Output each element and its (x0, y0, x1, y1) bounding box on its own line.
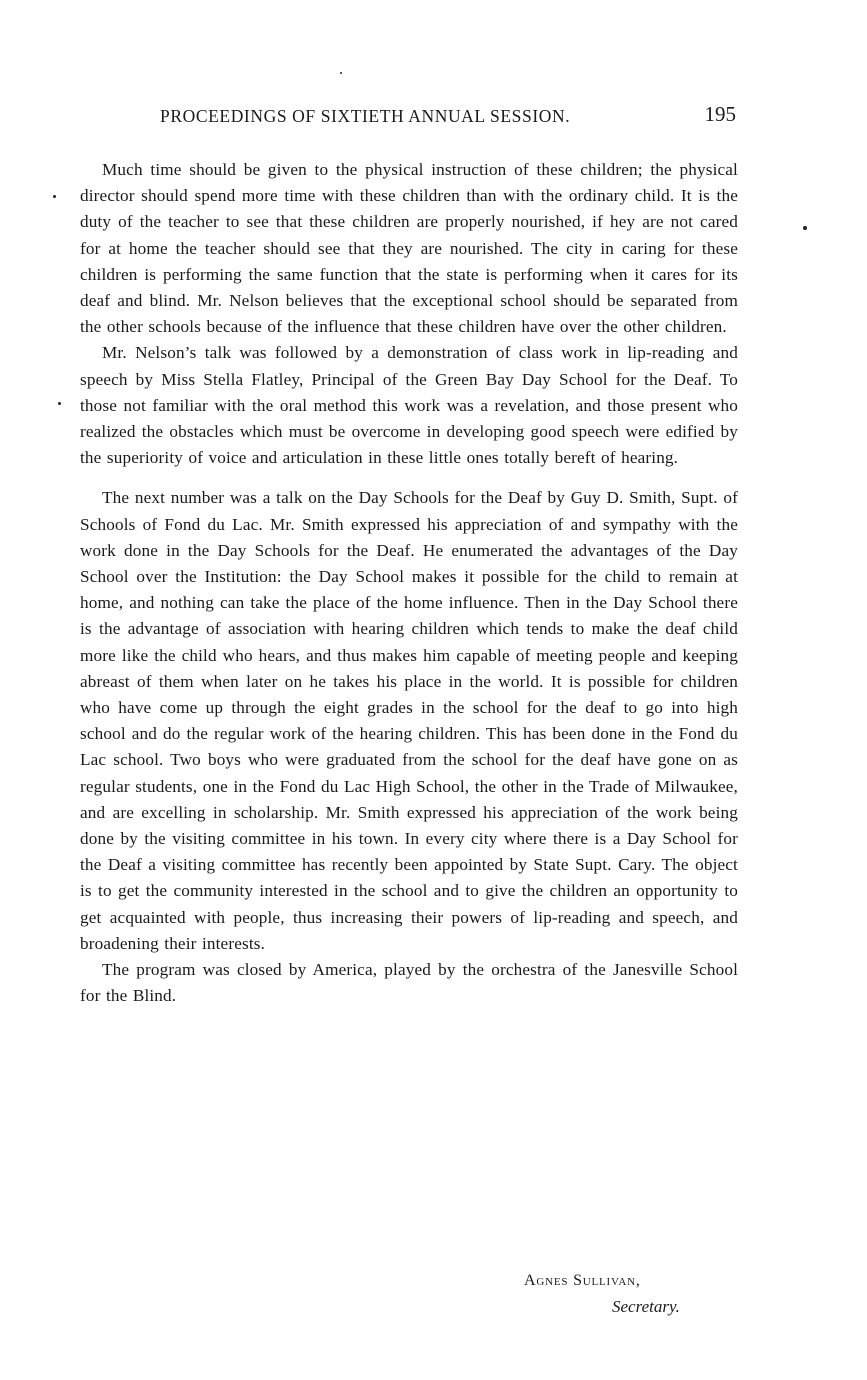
header-title: PROCEEDINGS OF SIXTIETH ANNUAL SESSION. (160, 106, 571, 126)
signature-block (524, 1272, 724, 1332)
page-number: 195 (704, 102, 736, 126)
paragraph-program-close: The program was closed by America, played by the orchestra of the Janesville School for the Blind. (80, 960, 738, 1006)
signature-role: Secretary. (612, 1297, 680, 1316)
body-text (80, 157, 738, 1010)
scan-speck (340, 72, 342, 74)
paragraph-lip-reading-demo: Mr. Nelson’s talk was followed by a demonstration of class work in lip-reading and speech by Miss Stella Flatley, Principal of the Green Bay Day School for the Deaf. To those not familiar with the oral method this work was a revelation, and those present who realized the obstacles which must be overcome in developing good speech were edified by the superiority of voice and articulation in these little ones totally bereft of hearing. (80, 343, 738, 468)
scan-speck (53, 195, 56, 198)
signature-name: Agnes Sullivan, (524, 1272, 641, 1289)
paragraph-day-schools-talk: The next number was a talk on the Day Schools for the Deaf by Guy D. Smith, Supt. of Schools of Fond du Lac. Mr. Smith expressed his appreciation of and sympathy with the work done in the Day Schools for the Deaf. He enumerated the advantages of the Day School over the Institution: the Day School makes it possible for the child to remain at home, and nothing can take the place of the home influence. Then in the Day School there is the advantage of association with hearing children which tends to make the deaf child more like the child who hears, and thus makes him capable of meeting people and keeping abreast of them when later on he takes his place in the world. It is possible for children who have come up through the eight grades in the school for the deaf to go into high school and do the regular work of the hearing children. This has been done in the Fond du Lac school. Two boys who were graduated from the school for the deaf have gone on as regular students, one in the Fond du Lac High School, the other in the Trade of Milwaukee, and are excelling in scholarship. Mr. Smith expressed his appreciation of the work being done by the visiting committee in his town. In every city where there is a Day School for the Deaf a visiting committee has recently been appointed by State Supt. Cary. The object is to get the community interested in the school and to give the children an opportunity to get acquainted with people, thus increasing their powers of lip-reading and speech, and broadening their interests. (80, 488, 738, 953)
scan-speck (58, 402, 61, 405)
scan-speck (803, 226, 807, 230)
running-header (160, 102, 740, 132)
paragraph-physical-instruction: Much time should be given to the physical instruction of these children; the physical director should spend more time with these children than with the ordinary child. It is the duty of the teacher to see that these children are properly nourished, if hey are not cared for at home the teacher should see that they are nourished. The city in caring for these children is performing the same function that the state is performing when it cares for its deaf and blind. Mr. Nelson believes that the exceptional school should be separated from the other schools because of the influence that these children have over the other children. (80, 160, 738, 337)
